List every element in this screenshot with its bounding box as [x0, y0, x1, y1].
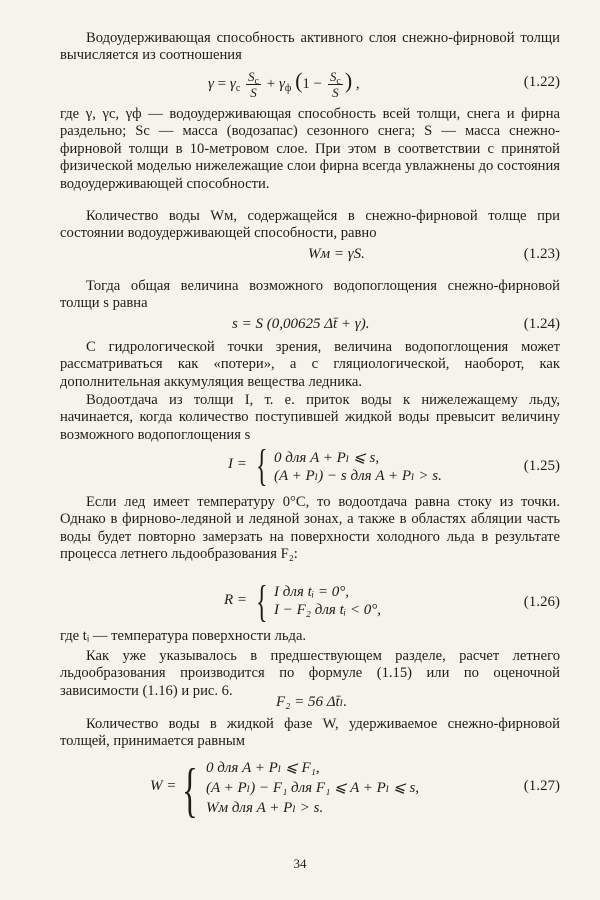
- case-row: (A + Pₗ) − F₁ для F₁ ⩽ A + Pₗ ⩽ s,: [206, 780, 420, 796]
- paragraph-1: Водоудерживающая способность активного слоя снежно-фирновой толщи вычисляется из соотношения: [60, 30, 560, 64]
- paragraph-4: Тогда общая величина возможного водопоглощения снежно-фирновой толщи s равна: [60, 278, 560, 312]
- equation-lhs: R =: [224, 592, 248, 608]
- equation-number: (1.22): [523, 74, 560, 90]
- equation-1-22-body: $\gamma = \gamma_с$ $\frac{S_с}{S}$ + $\gamma_ф$ (1 − $\frac{S_с}{S}$ ) ,: [208, 68, 360, 101]
- page-number: 34: [293, 856, 307, 871]
- paragraph-10: Количество воды в жидкой фазе W, удерживаемое снежно-фирновой толщей, принимается равным: [60, 716, 560, 750]
- equation-number: (1.26): [523, 594, 560, 610]
- case-row: (A + Pₗ) − s для A + Pₗ > s.: [274, 468, 442, 484]
- left-brace: {: [256, 441, 268, 490]
- case-row: Wм для A + Pₗ > s.: [206, 800, 324, 816]
- equation-1-22: [60, 66, 560, 102]
- equation-number: (1.25): [523, 458, 560, 474]
- equation-number: (1.24): [523, 316, 560, 332]
- equation-number: (1.27): [523, 778, 560, 794]
- paragraph-7: Если лед имеет температуру 0°С, то водоотдача равна стоку из точки. Однако в фирново-ледяной и ледяной зонах, а также в областях абляции часть воды будет повторно замерзать на поверхности холодного льда в результате процесса летнего льдообразования F₂:: [60, 494, 560, 563]
- equation-lhs: W =: [150, 778, 177, 794]
- paragraph-3: Количество воды Wм, содержащейся в снежно-фирновой толще при состоянии водоудерживающей способности, равно: [60, 208, 560, 242]
- case-row: 0 для A + Pₗ ⩽ F₁,: [206, 760, 320, 776]
- equation-f2-body: F₂ = 56 Δt̄ₗ.: [276, 694, 348, 710]
- paragraph-2: где γ, γс, γф — водоудерживающая способность всей толщи, снега и фирна раздельно; Sс — масса (водозапас) сезонного снега; S — масса снежно-фирновой толщи в 10-метровом слое. При этом в соответствии с принятой физической моделью нижележащие слои фирна всегда увлажнены до состояния водоудерживающей способности.: [60, 106, 560, 192]
- left-brace: {: [182, 757, 198, 823]
- paragraph-6: Водоотдача из толщи I, т. е. приток воды к нижележащему льду, начинается, когда количество поступившей жидкой воды превысит величину возможного водопоглощения s: [60, 392, 560, 443]
- case-row: 0 для A + Pₗ ⩽ s,: [274, 450, 380, 466]
- equation-1-27: [60, 757, 560, 823]
- paragraph-8: где tᵢ — температура поверхности льда.: [60, 628, 307, 644]
- case-row: I − F₂ для tᵢ < 0°,: [274, 602, 382, 618]
- equation-lhs: I =: [228, 456, 247, 472]
- equation-1-23: [60, 246, 560, 276]
- paragraph-9: Как уже указывалось в предшествующем разделе, расчет летнего льдообразования производится по формуле (1.15) или по оценочной зависимости (1.16) и рис. 6.: [60, 648, 560, 699]
- equation-1-23-body: Wм = γS.: [308, 246, 365, 262]
- equation-1-25: [60, 441, 560, 490]
- paragraph-5: С гидрологической точки зрения, величина водопоглощения может рассматриваться как «потери», а с гляциологической, наоборот, как дополнительная аккумуляция вещества ледника.: [60, 339, 560, 390]
- left-brace: {: [256, 577, 268, 626]
- equation-number: (1.23): [523, 246, 560, 262]
- case-row: I для tᵢ = 0°,: [274, 584, 350, 600]
- equation-1-24-body: s = S (0,00625 Δt̄ + γ).: [232, 316, 370, 332]
- equation-1-26: [60, 577, 560, 626]
